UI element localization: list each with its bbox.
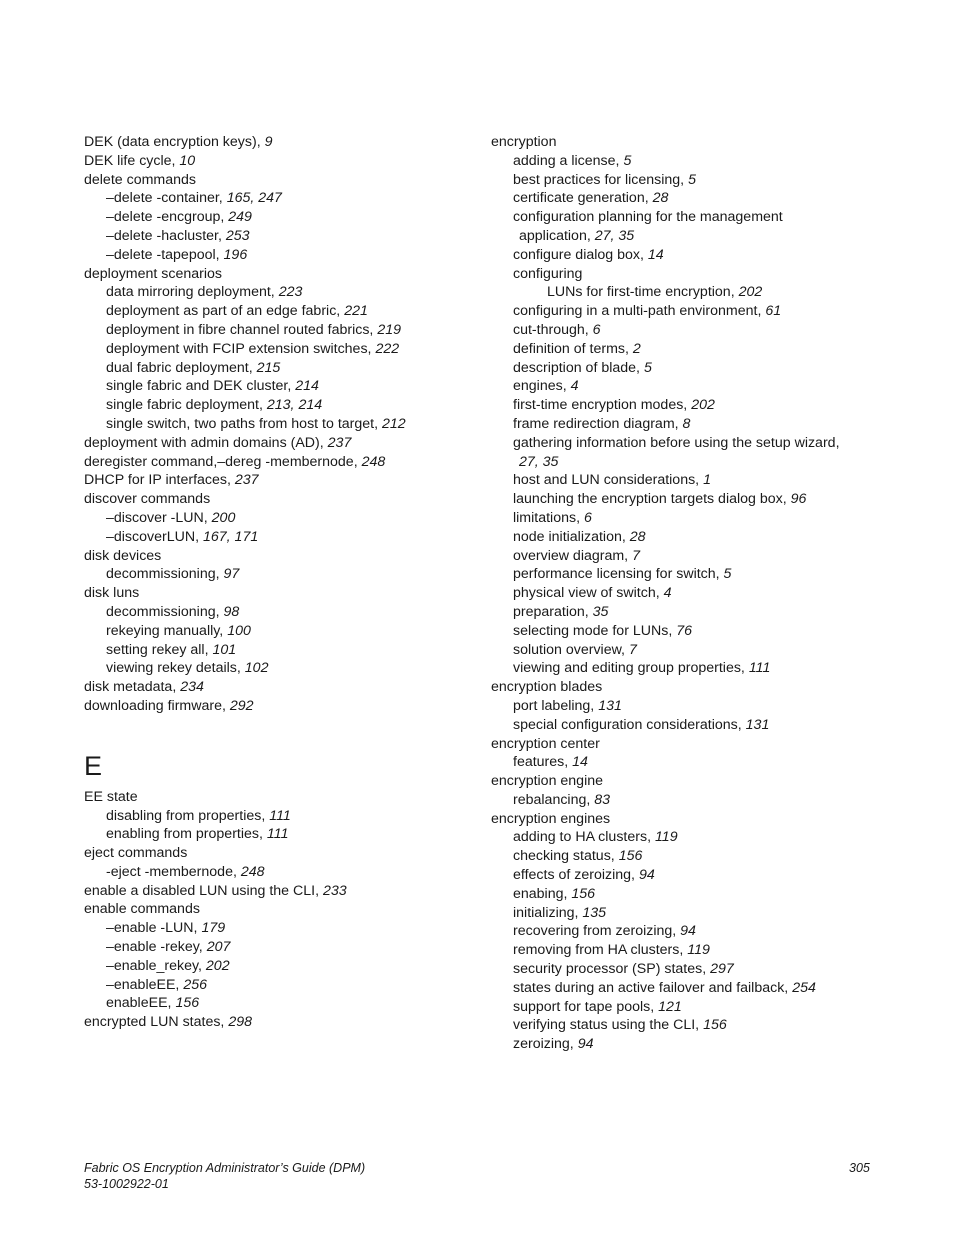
entry-term: rebalancing, bbox=[513, 791, 591, 808]
page-reference: 223 bbox=[278, 284, 303, 301]
footer-page-number: 305 bbox=[849, 1161, 870, 1175]
entry-term: enable a disabled LUN using the CLI, bbox=[84, 882, 320, 899]
index-subentry bbox=[491, 584, 911, 603]
index-entry bbox=[84, 434, 484, 453]
index-subentry bbox=[491, 960, 911, 979]
section-letter: E bbox=[84, 750, 103, 781]
index-subentry bbox=[491, 377, 911, 396]
entry-term: DEK life cycle, bbox=[84, 152, 176, 169]
page-reference: 5 bbox=[643, 359, 652, 376]
index-entry bbox=[84, 133, 484, 152]
index-subentry bbox=[491, 866, 911, 885]
entry-term: description of blade, bbox=[513, 359, 640, 376]
entry-term: encryption center bbox=[491, 735, 600, 752]
entry-term: –delete -hacluster, bbox=[106, 227, 222, 244]
page-reference: 207 bbox=[206, 939, 231, 956]
index-left-column bbox=[84, 133, 484, 1032]
index-right-column bbox=[491, 133, 911, 1054]
entry-term: zeroizing, bbox=[513, 1036, 574, 1053]
page-reference: 253 bbox=[225, 227, 250, 244]
entry-term: support for tape pools, bbox=[513, 998, 655, 1015]
page-reference: 297 bbox=[710, 961, 734, 978]
entry-term: solution overview, bbox=[513, 641, 625, 658]
index-entry bbox=[84, 882, 484, 901]
entry-term: engines, bbox=[513, 378, 567, 395]
index-subentry bbox=[491, 565, 911, 584]
entry-term: –delete -tapepool, bbox=[106, 246, 220, 263]
index-subentry bbox=[84, 528, 484, 547]
entry-term: viewing and editing group properties, bbox=[513, 660, 745, 677]
page-reference: 219 bbox=[377, 321, 401, 338]
index-subentry bbox=[491, 490, 911, 509]
page-reference: 111 bbox=[266, 826, 289, 843]
page-reference: 1 bbox=[703, 472, 711, 489]
page-reference: 237 bbox=[327, 434, 352, 451]
index-subentry bbox=[84, 641, 484, 660]
index-subentry bbox=[84, 938, 484, 957]
index-subentry bbox=[491, 227, 911, 246]
footer-title: Fabric OS Encryption Administrator’s Guide (DPM) bbox=[84, 1161, 366, 1175]
page-reference: 2 bbox=[632, 340, 641, 357]
page-reference: 156 bbox=[703, 1017, 727, 1034]
page-reference: 167, 171 bbox=[203, 528, 259, 545]
page-reference: 61 bbox=[765, 303, 782, 320]
page-reference: 212 bbox=[382, 415, 406, 432]
page-reference: 179 bbox=[201, 920, 226, 937]
page-reference: 76 bbox=[676, 622, 693, 639]
page-reference: 14 bbox=[647, 246, 664, 263]
index-entry bbox=[84, 900, 484, 919]
entry-term: verifying status using the CLI, bbox=[513, 1017, 700, 1034]
index-subentry bbox=[84, 340, 484, 359]
entry-term: disk devices bbox=[84, 547, 162, 564]
page-reference: 6 bbox=[583, 509, 592, 526]
entry-term: first-time encryption modes, bbox=[513, 397, 688, 414]
index-entry bbox=[491, 678, 911, 697]
index-subentry bbox=[491, 998, 911, 1017]
index-subentry bbox=[491, 791, 911, 810]
entry-term: gathering information before using the setup wizard, bbox=[513, 434, 840, 451]
entry-term: LUNs for first-time encryption, bbox=[547, 284, 735, 301]
index-subentry bbox=[491, 509, 911, 528]
index-subentry bbox=[84, 919, 484, 938]
page-reference: 28 bbox=[652, 190, 669, 207]
entry-term: configuration planning for the management bbox=[513, 209, 783, 226]
entry-term: viewing rekey details, bbox=[106, 660, 241, 677]
index-subentry bbox=[491, 847, 911, 866]
entry-term: configure dialog box, bbox=[513, 246, 644, 263]
index-subentry bbox=[491, 547, 911, 566]
page-reference: 249 bbox=[228, 209, 252, 226]
page-reference: 4 bbox=[663, 585, 672, 602]
entry-term: disk metadata, bbox=[84, 679, 177, 696]
entry-term: rekeying manually, bbox=[106, 622, 224, 639]
page-reference: 156 bbox=[175, 995, 200, 1012]
index-subentry bbox=[84, 227, 484, 246]
entry-term: discover commands bbox=[84, 491, 211, 508]
page-reference: 101 bbox=[212, 641, 237, 658]
entry-term: enabling from properties, bbox=[106, 826, 263, 843]
index-entry bbox=[491, 133, 911, 152]
index-subentry bbox=[491, 453, 911, 472]
page-reference: 94 bbox=[680, 923, 696, 940]
index-subentry bbox=[491, 208, 911, 227]
page-reference: 200 bbox=[211, 509, 236, 526]
index-subentry bbox=[491, 415, 911, 434]
entry-term: single fabric and DEK cluster, bbox=[106, 378, 292, 395]
page-reference: 215 bbox=[256, 359, 281, 376]
page-reference: 6 bbox=[592, 321, 601, 338]
index-subentry bbox=[84, 283, 484, 302]
page-reference: 135 bbox=[582, 904, 607, 921]
entry-term: eject commands bbox=[84, 845, 188, 862]
page-reference: 119 bbox=[687, 942, 710, 959]
entry-term: recovering from zeroizing, bbox=[513, 923, 677, 940]
page-reference: 100 bbox=[227, 622, 251, 639]
footer-doc-number: 53-1002922-01 bbox=[84, 1176, 169, 1191]
index-subentry bbox=[491, 904, 911, 923]
entry-term: –delete -encgroup, bbox=[106, 209, 225, 226]
page-reference: 98 bbox=[223, 603, 240, 620]
index-subentry bbox=[491, 152, 911, 171]
page-reference: 221 bbox=[344, 303, 368, 320]
entry-term: encryption blades bbox=[491, 679, 603, 696]
index-subentry bbox=[84, 377, 484, 396]
index-entry bbox=[491, 772, 911, 791]
index-subentry bbox=[491, 265, 911, 284]
entry-term: –discover -LUN, bbox=[106, 509, 208, 526]
entry-term: EE state bbox=[84, 788, 138, 805]
index-subentry bbox=[491, 340, 911, 359]
entry-term: deployment in fibre channel routed fabrics, bbox=[106, 321, 374, 338]
index-subentry bbox=[491, 321, 911, 340]
page-reference: 8 bbox=[682, 415, 691, 432]
entry-term: preparation, bbox=[513, 603, 589, 620]
page-reference: 256 bbox=[183, 976, 207, 993]
entry-term: removing from HA clusters, bbox=[513, 942, 684, 959]
entry-term: application, bbox=[519, 227, 591, 244]
entry-term: frame redirection diagram, bbox=[513, 415, 679, 432]
index-entry bbox=[84, 1013, 484, 1032]
entry-term: DEK (data encryption keys), bbox=[84, 134, 261, 150]
index-subentry bbox=[491, 471, 911, 490]
index-entry bbox=[84, 265, 484, 284]
entry-term: disk luns bbox=[84, 585, 140, 602]
index-subentry bbox=[84, 189, 484, 208]
index-entry bbox=[491, 735, 911, 754]
entry-term: launching the encryption targets dialog box, bbox=[513, 491, 787, 508]
entry-term: encrypted LUN states, bbox=[84, 1014, 225, 1031]
page-reference: 94 bbox=[577, 1036, 594, 1053]
entry-term: encryption engines bbox=[491, 810, 611, 827]
page-reference: 102 bbox=[244, 660, 269, 677]
entry-term: cut-through, bbox=[513, 321, 589, 338]
index-subentry bbox=[491, 283, 911, 302]
index-entry bbox=[84, 788, 484, 807]
page-reference: 9 bbox=[264, 134, 273, 150]
index-subentry bbox=[84, 321, 484, 340]
entry-term: performance licensing for switch, bbox=[513, 566, 720, 583]
index-entry bbox=[84, 471, 484, 490]
index-subentry bbox=[84, 603, 484, 622]
page-reference: 202 bbox=[738, 284, 763, 301]
entry-term: adding a license, bbox=[513, 152, 620, 169]
index-entry bbox=[491, 810, 911, 829]
entry-term: –enable -LUN, bbox=[106, 920, 198, 937]
page-reference: 7 bbox=[628, 641, 637, 658]
entry-term: –delete -container, bbox=[106, 190, 223, 207]
page-reference: 5 bbox=[723, 566, 732, 583]
index-entry bbox=[84, 547, 484, 566]
entry-term: DHCP for IP interfaces, bbox=[84, 472, 231, 489]
index-subentry bbox=[491, 171, 911, 190]
index-subentry bbox=[491, 659, 911, 678]
index-subentry bbox=[84, 302, 484, 321]
page-reference: 202 bbox=[205, 957, 230, 974]
page-reference: 94 bbox=[638, 867, 655, 884]
page-reference: 214 bbox=[295, 378, 319, 395]
entry-term: deployment with admin domains (AD), bbox=[84, 434, 324, 451]
page-reference: 222 bbox=[375, 340, 400, 357]
entry-term: port labeling, bbox=[513, 697, 595, 714]
page-reference: 5 bbox=[688, 171, 696, 188]
entry-term: –discoverLUN, bbox=[106, 528, 200, 545]
index-subentry bbox=[491, 359, 911, 378]
index-subentry bbox=[84, 509, 484, 528]
index-subentry bbox=[491, 697, 911, 716]
entry-term: deployment as part of an edge fabric, bbox=[106, 303, 341, 320]
entry-term: physical view of switch, bbox=[513, 585, 660, 602]
index-subentry bbox=[491, 622, 911, 641]
page-reference: 234 bbox=[180, 679, 204, 696]
entry-term: security processor (SP) states, bbox=[513, 961, 707, 978]
footer-left bbox=[84, 1161, 365, 1192]
entry-term: selecting mode for LUNs, bbox=[513, 622, 673, 639]
index-entry bbox=[84, 171, 484, 190]
page-reference: 111 bbox=[269, 807, 291, 824]
entry-term: deployment with FCIP extension switches, bbox=[106, 340, 372, 357]
entry-term: disabling from properties, bbox=[106, 807, 266, 824]
index-subentry bbox=[491, 979, 911, 998]
entry-term: configuring bbox=[513, 265, 583, 282]
index-subentry bbox=[84, 415, 484, 434]
entry-term: data mirroring deployment, bbox=[106, 284, 275, 301]
index-subentry bbox=[84, 957, 484, 976]
page-reference: 10 bbox=[179, 152, 196, 169]
page-reference: 14 bbox=[572, 754, 588, 771]
entry-term: host and LUN considerations, bbox=[513, 472, 700, 489]
index-subentry bbox=[84, 246, 484, 265]
entry-term: delete commands bbox=[84, 171, 196, 188]
index-subentry bbox=[491, 753, 911, 772]
page-reference: 292 bbox=[229, 697, 254, 714]
entry-term: limitations, bbox=[513, 509, 581, 526]
page-reference: 213, 214 bbox=[266, 397, 323, 414]
index-subentry bbox=[84, 994, 484, 1013]
page-reference: 7 bbox=[632, 547, 640, 564]
page-reference: 196 bbox=[223, 246, 248, 263]
page-reference: 165, 247 bbox=[226, 190, 282, 207]
page-reference: 237 bbox=[234, 472, 259, 489]
entry-term: decommissioning, bbox=[106, 603, 220, 620]
entry-term: definition of terms, bbox=[513, 340, 629, 357]
entry-term: -eject -membernode, bbox=[106, 863, 237, 880]
index-subentry bbox=[491, 434, 911, 453]
index-subentry bbox=[491, 885, 911, 904]
index-subentry bbox=[491, 396, 911, 415]
index-subentry bbox=[84, 622, 484, 641]
index-subentry bbox=[491, 941, 911, 960]
page-reference: 233 bbox=[323, 882, 347, 899]
index-subentry bbox=[491, 302, 911, 321]
page-reference: 248 bbox=[240, 863, 265, 880]
page-reference: 131 bbox=[598, 697, 622, 714]
page-reference: 119 bbox=[654, 829, 678, 846]
page-reference: 83 bbox=[594, 791, 611, 808]
index-subentry bbox=[491, 828, 911, 847]
index-subentry bbox=[491, 189, 911, 208]
page-reference: 202 bbox=[691, 397, 715, 414]
index-subentry bbox=[491, 641, 911, 660]
page-reference: 298 bbox=[228, 1014, 252, 1031]
index-subentry bbox=[491, 716, 911, 735]
index-entry bbox=[84, 844, 484, 863]
index-subentry bbox=[491, 603, 911, 622]
index-subentry bbox=[491, 246, 911, 265]
index-subentry bbox=[491, 528, 911, 547]
index-subentry bbox=[491, 1016, 911, 1035]
entry-term: deployment scenarios bbox=[84, 265, 223, 282]
page-reference: 111 bbox=[748, 660, 771, 677]
index-subentry bbox=[491, 1035, 911, 1054]
page-reference: 35 bbox=[592, 603, 609, 620]
page-reference: 28 bbox=[629, 528, 646, 545]
page-reference: 5 bbox=[623, 152, 632, 169]
page-reference: 27, 35 bbox=[519, 453, 559, 470]
index-entry bbox=[84, 152, 484, 171]
page-reference: 156 bbox=[571, 885, 596, 902]
entry-term: configuring in a multi-path environment, bbox=[513, 303, 762, 320]
entry-term: enabing, bbox=[513, 885, 568, 902]
entry-term: states during an active failover and failback, bbox=[513, 979, 789, 996]
page-reference: 97 bbox=[223, 566, 240, 583]
entry-term: single switch, two paths from host to target, bbox=[106, 415, 379, 432]
entry-term: encryption engine bbox=[491, 773, 604, 790]
index-subentry bbox=[84, 825, 484, 844]
page-reference: 4 bbox=[570, 378, 579, 395]
entry-term: node initialization, bbox=[513, 528, 626, 545]
entry-term: single fabric deployment, bbox=[106, 397, 263, 414]
index-subentry bbox=[84, 359, 484, 378]
page-reference: 27, 35 bbox=[594, 227, 635, 244]
entry-term: –enable_rekey, bbox=[106, 957, 202, 974]
entry-term: enableEE, bbox=[106, 995, 172, 1012]
entry-term: decommissioning, bbox=[106, 566, 220, 583]
index-subentry bbox=[84, 976, 484, 995]
entry-term: downloading firmware, bbox=[84, 697, 226, 714]
index-subentry bbox=[84, 863, 484, 882]
index-entry bbox=[84, 697, 484, 716]
entry-term: –enableEE, bbox=[106, 976, 180, 993]
entry-term: –enable -rekey, bbox=[106, 939, 203, 956]
page-reference: 131 bbox=[745, 716, 770, 733]
entry-term: checking status, bbox=[513, 848, 615, 865]
page-reference: 121 bbox=[658, 998, 682, 1015]
entry-term: certificate generation, bbox=[513, 190, 649, 207]
page-reference: 254 bbox=[792, 979, 816, 996]
index-entry bbox=[84, 584, 484, 603]
entry-term: setting rekey all, bbox=[106, 641, 209, 658]
page-reference: 96 bbox=[790, 491, 807, 508]
index-subentry bbox=[84, 807, 484, 826]
entry-term: initializing, bbox=[513, 904, 579, 921]
entry-term: dual fabric deployment, bbox=[106, 359, 253, 376]
entry-term: effects of zeroizing, bbox=[513, 867, 635, 884]
index-subentry bbox=[84, 396, 484, 415]
index-subentry bbox=[84, 659, 484, 678]
entry-term: encryption bbox=[491, 134, 557, 150]
entry-term: best practices for licensing, bbox=[513, 171, 685, 188]
entry-term: enable commands bbox=[84, 901, 200, 918]
index-subentry bbox=[84, 208, 484, 227]
index-entry bbox=[84, 490, 484, 509]
page-reference: 156 bbox=[618, 848, 643, 865]
entry-term: deregister command,–dereg -membernode, bbox=[84, 453, 358, 470]
entry-term: overview diagram, bbox=[513, 547, 629, 564]
page-reference: 248 bbox=[361, 453, 386, 470]
index-subentry bbox=[84, 565, 484, 584]
entry-term: features, bbox=[513, 754, 569, 771]
index-subentry bbox=[491, 922, 911, 941]
entry-term: special configuration considerations, bbox=[513, 716, 742, 733]
index-entry bbox=[84, 678, 484, 697]
index-entry bbox=[84, 453, 484, 472]
entry-term: adding to HA clusters, bbox=[513, 829, 652, 846]
